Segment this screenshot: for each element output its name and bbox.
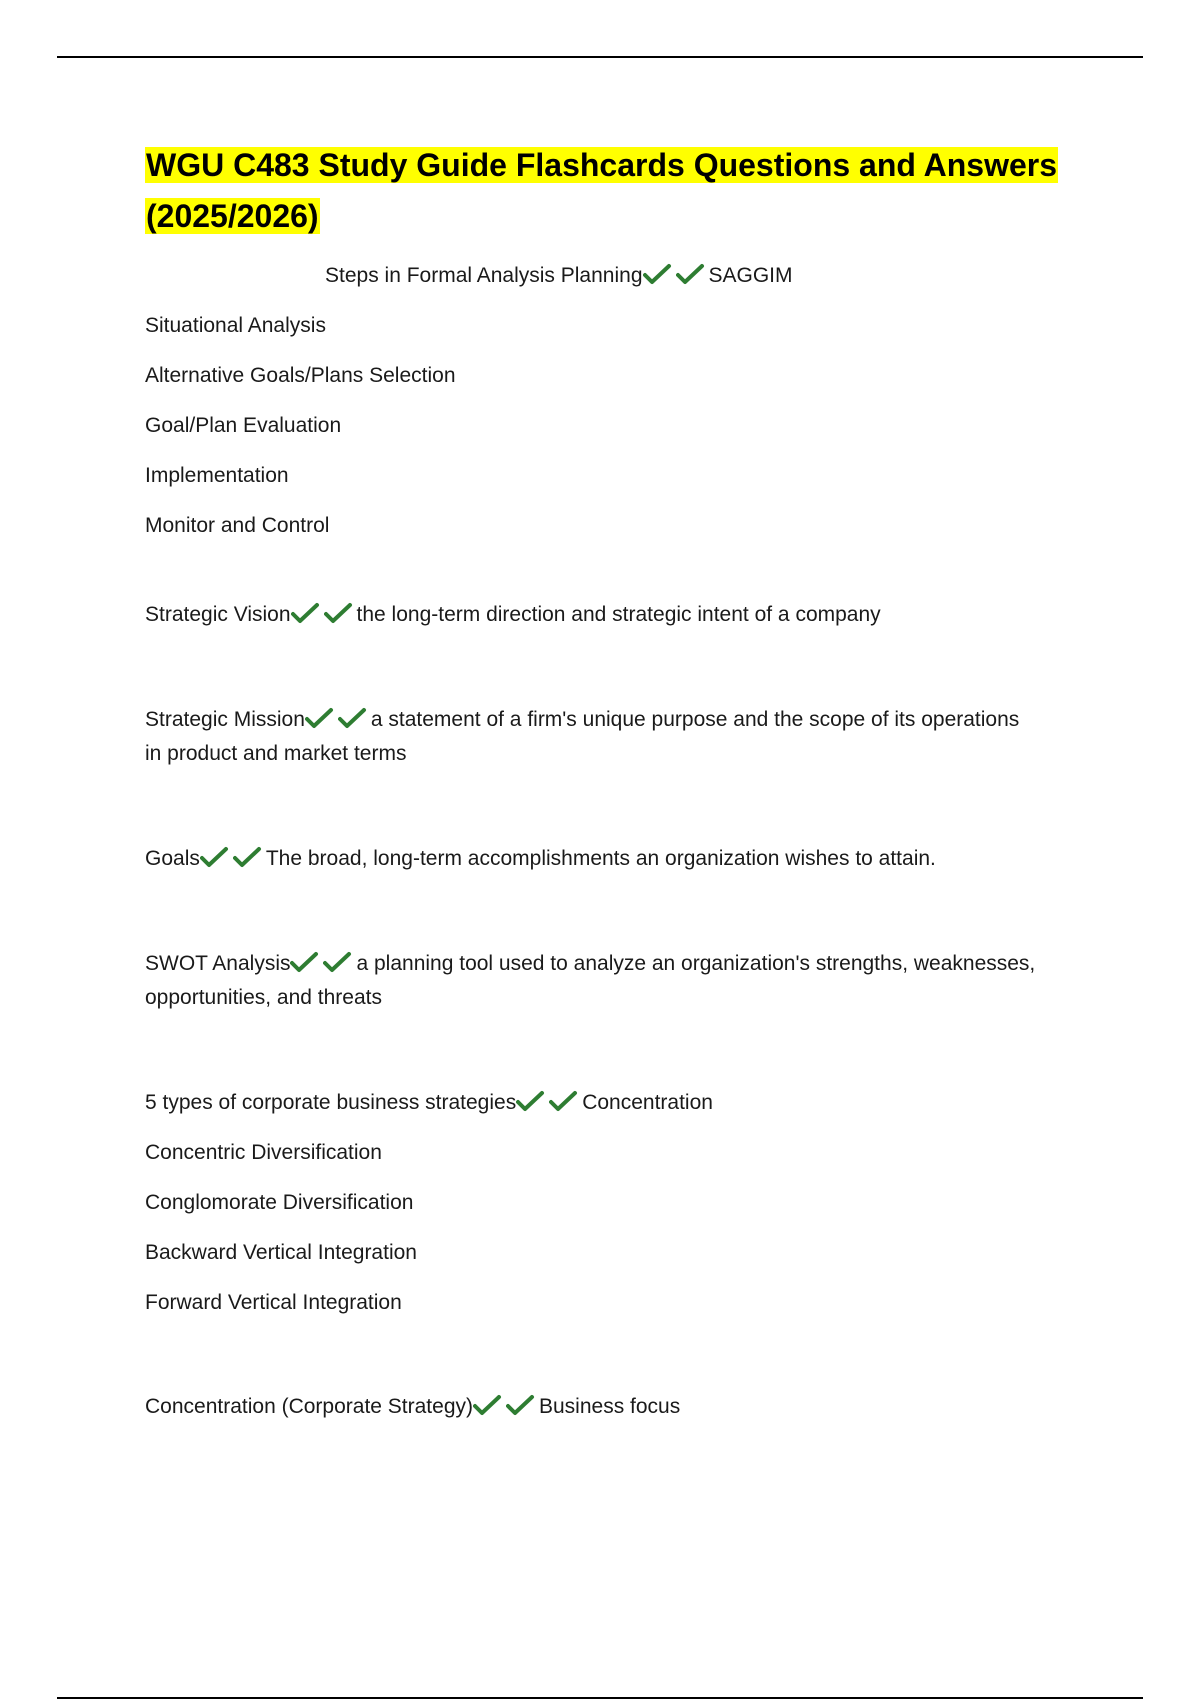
flashcard-term: Goals [145, 847, 200, 870]
flashcard-answer: The broad, long-term accomplishments an organization wishes to attain. [265, 847, 936, 870]
title-line-2: (2025/2026) [146, 198, 319, 234]
flashcard-question-row [145, 598, 1085, 632]
flashcard-term: Concentration (Corporate Strategy) [145, 1395, 473, 1418]
flashcard-question-row [325, 259, 1085, 293]
list-item: Monitor and Control [145, 514, 330, 537]
checkmark-icon [506, 1394, 535, 1416]
list-item: Concentric Diversification [145, 1141, 382, 1164]
checkmark-icon [324, 602, 353, 624]
checkmark-icon [473, 1394, 502, 1416]
flashcard-swot [145, 947, 1085, 1015]
flashcard-concentration [145, 1390, 1085, 1424]
document-body [145, 140, 1085, 1424]
page-bottom-rule [57, 1697, 1143, 1699]
checkmark-icon [323, 951, 352, 973]
flashcard-answer: the long-term direction and strategic intent of a company [356, 603, 881, 626]
checkmark-icon [233, 846, 262, 868]
flashcard-answer: SAGGIM [708, 264, 793, 287]
flashcard-term: SWOT Analysis [145, 952, 291, 975]
flashcard-question-row [145, 842, 1085, 876]
checkmark-icon [676, 263, 705, 285]
list-item: Situational Analysis [145, 314, 326, 337]
document-title [145, 140, 1085, 242]
flashcard-mission [145, 703, 1085, 771]
flashcard-answer: a planning tool used to analyze an organization's strengths, weaknesses, [356, 952, 1036, 975]
checkmark-icon [549, 1090, 578, 1112]
flashcard-answer-continued: opportunities, and threats [145, 986, 382, 1009]
list-item: Forward Vertical Integration [145, 1291, 402, 1314]
checkmark-icon [643, 263, 672, 285]
list-item: Backward Vertical Integration [145, 1241, 417, 1264]
flashcard-term: 5 types of corporate business strategies [145, 1091, 517, 1114]
flashcard-question-row [145, 1390, 1085, 1424]
page-top-rule [57, 56, 1143, 58]
flashcard-steps [145, 259, 1085, 543]
flashcard-term: Steps in Formal Analysis Planning [325, 264, 643, 287]
flashcard-strategy-types [145, 1086, 1085, 1320]
list-item: Conglomorate Diversification [145, 1191, 414, 1214]
flashcard-term: Strategic Vision [145, 603, 291, 626]
checkmark-icon [338, 707, 367, 729]
flashcard-answer: a statement of a firm's unique purpose and the scope of its operations [370, 708, 1020, 731]
list-item: Alternative Goals/Plans Selection [145, 364, 456, 387]
checkmark-icon [305, 707, 334, 729]
flashcard-question-row [145, 947, 1085, 981]
checkmark-icon [200, 846, 229, 868]
checkmark-icon [291, 602, 320, 624]
flashcard-answer: Business focus [539, 1395, 681, 1418]
checkmark-icon [290, 951, 319, 973]
title-line-1: WGU C483 Study Guide Flashcards Questions and Answers [146, 147, 1058, 183]
flashcard-question-row [145, 703, 1085, 737]
flashcard-question-row [145, 1086, 1085, 1120]
flashcard-answer: Concentration [582, 1091, 713, 1114]
flashcard-answer-continued: in product and market terms [145, 742, 407, 765]
checkmark-icon [516, 1090, 545, 1112]
list-item: Implementation [145, 464, 289, 487]
flashcard-vision [145, 598, 1085, 632]
flashcard-term: Strategic Mission [145, 708, 305, 731]
flashcard-goals [145, 842, 1085, 876]
list-item: Goal/Plan Evaluation [145, 414, 342, 437]
